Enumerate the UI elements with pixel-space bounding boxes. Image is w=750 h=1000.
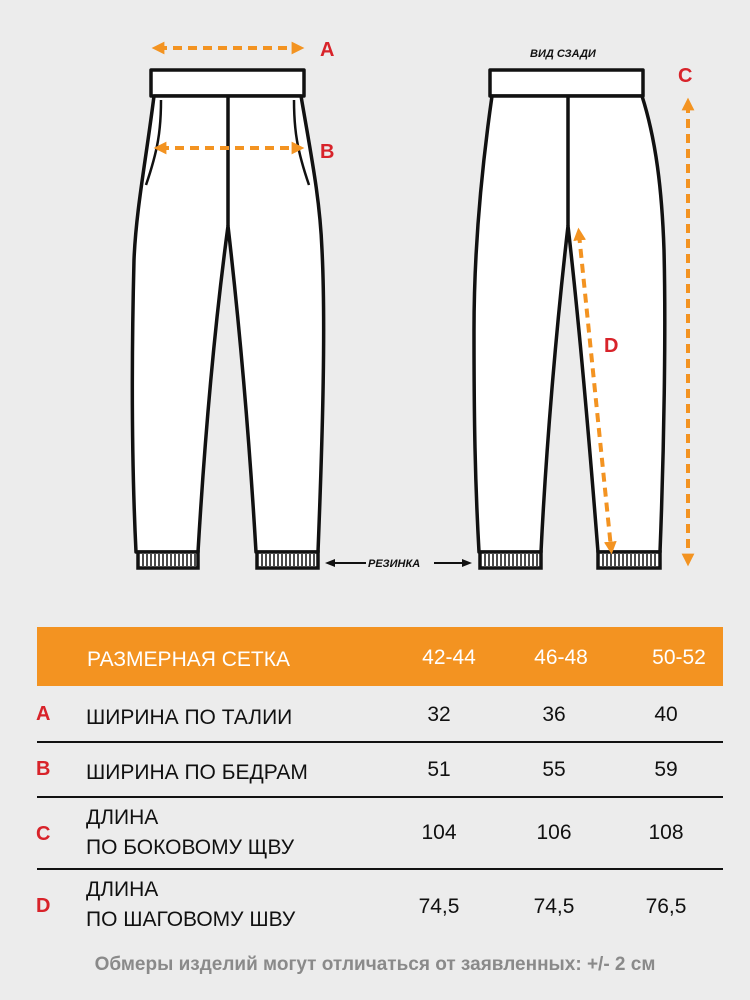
back-right-cuff [598, 552, 660, 568]
label-b: B [320, 141, 335, 163]
table-header [37, 627, 723, 686]
row-value: 108 [648, 821, 684, 844]
back-left-cuff [480, 552, 541, 568]
row-label: ШИРИНА ПО ТАЛИИ [86, 706, 293, 729]
row-value: 106 [536, 821, 572, 844]
back-pants-outline [474, 70, 665, 552]
row-divider [37, 741, 723, 743]
size-header-1: 42-44 [422, 646, 476, 669]
row-label: ДЛИНА ПО БОКОВОМУ ЩВУ [86, 806, 295, 859]
label-a: A [320, 39, 335, 61]
back-view-label: ВИД СЗАДИ [530, 48, 596, 60]
row-value: 51 [427, 758, 451, 781]
row-label: ДЛИНА ПО ШАГОВОМУ ШВУ [86, 878, 296, 931]
size-header-2: 46-48 [534, 646, 588, 669]
front-pants-outline [132, 70, 323, 552]
row-value: 40 [654, 703, 678, 726]
front-right-cuff [257, 552, 318, 568]
row-divider [37, 868, 723, 870]
row-value: 59 [654, 758, 678, 781]
row-value: 74,5 [418, 895, 460, 918]
row-divider [37, 796, 723, 798]
row-letter: B [36, 758, 51, 780]
row-value: 76,5 [645, 895, 687, 918]
row-letter: C [36, 823, 51, 845]
elastic-label: РЕЗИНКА [368, 558, 421, 570]
footnote: Обмеры изделий могут отличаться от заявленных: +/- 2 см [94, 954, 656, 975]
row-value: 55 [542, 758, 566, 781]
front-left-cuff [138, 552, 198, 568]
row-letter: D [36, 895, 51, 917]
row-value: 32 [427, 703, 451, 726]
row-letter: A [36, 703, 51, 725]
size-header-3: 50-52 [652, 646, 706, 669]
label-d: D [604, 335, 619, 357]
row-value: 104 [421, 821, 457, 844]
table-title: РАЗМЕРНАЯ СЕТКА [87, 648, 290, 671]
label-c: C [678, 65, 693, 87]
row-value: 36 [542, 703, 566, 726]
row-label: ШИРИНА ПО БЕДРАМ [86, 761, 308, 784]
row-value: 74,5 [533, 895, 575, 918]
